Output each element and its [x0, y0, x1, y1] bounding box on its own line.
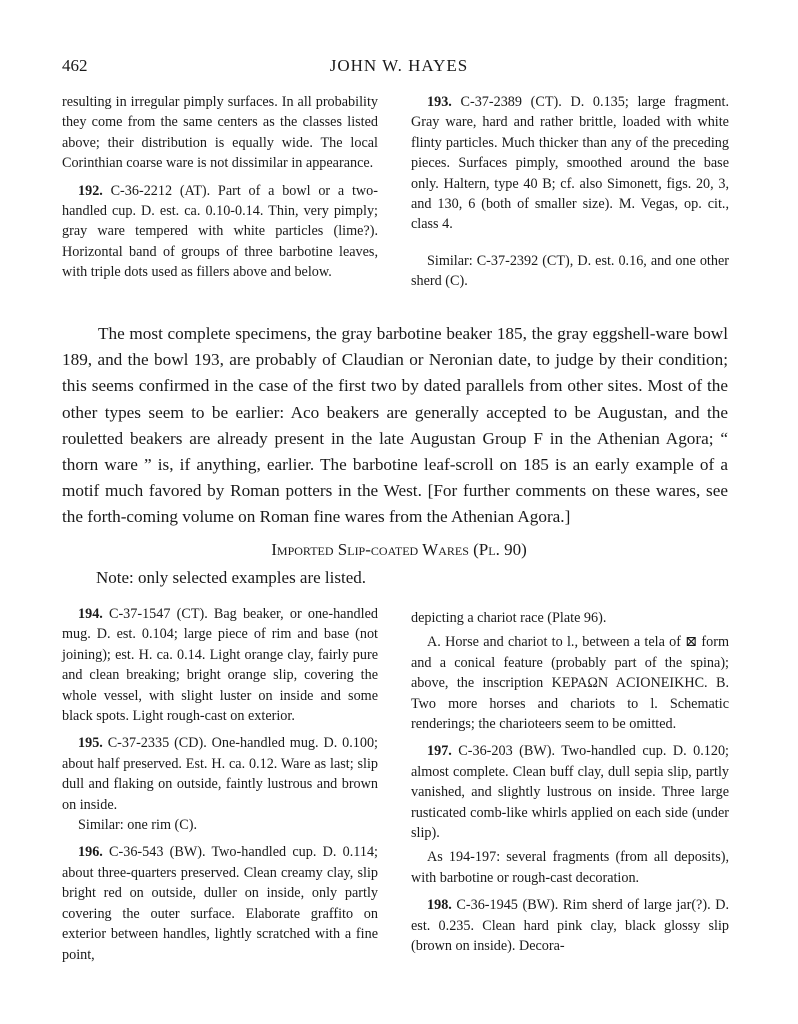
- entry-number: 194.: [78, 606, 103, 622]
- entry-text: C-37-2335 (CD). One-handled mug. D. 0.100; about half preserved. Est. H. ca. 0.12. Ware as last; slip dull and flaking on outside, faintly lustrous and brown on inside.: [62, 735, 378, 813]
- catalogue-entry-195: [62, 733, 378, 815]
- entry-text: C-36-203 (BW). Two-handled cup. D. 0.120; almost complete. Clean buff clay, dull sepia slip, partly vanished, and slightly lustrous on inside. Three large rusticated comb-like whirls applied on each side (under slip).: [411, 743, 729, 842]
- running-head: JOHN W. HAYES: [329, 56, 469, 75]
- left-column-bottom: [62, 604, 378, 965]
- section-heading: Imported Slip-coated Wares (Pl. 90): [271, 540, 527, 559]
- entry-text: C-37-1547 (CT). Bag beaker, or one-handled mug. D. est. 0.104; large piece of rim and base (not joining); est. H. ca. 0.14. Light orange clay, fairly pure and clean breaking; bright orange slip, covering the whole vessel, with slight luster on inside and some black spots. Light rough-cast on exterior.: [62, 606, 378, 725]
- entry-number: 193.: [427, 94, 452, 110]
- entry-number: 197.: [427, 743, 452, 760]
- main-paragraph: The most complete specimens, the gray barbotine beaker 185, the gray eggshell-ware bowl 189, and the bowl 193, are probably of Claudian or Neronian date, to judge by their condition; this seems confirmed in the case of the first two by dated parallels from other sites. Most of the other types seem to be earlier: Aco beakers are generally accepted to be Augustan, and the rouletted beakers are already present in the late Augustan Group F in the Athenian Agora; “ thorn ware ” is, if anything, earlier. The barbotine leaf-scroll on 185 is an early example of a motif much favored by Roman potters in the West. [For further comments on these wares, see the forth-coming volume on Roman fine wares from the Athenian Agora.]: [62, 324, 728, 527]
- continuation-line: depicting a chariot race (Plate 96).: [411, 610, 607, 626]
- entry-number: 195.: [78, 735, 103, 752]
- catalogue-entry-194: [62, 604, 378, 726]
- left-column-top: [62, 92, 378, 283]
- graffito-description: A. Horse and chariot to l., between a tela of ⊠ form and a conical feature (probably part of the spina); above, the inscription ΚΕΡΑΩΝ ΑCΙΟΝΕΙΚΗC. B. Two more horses and chariots to l. Schematic renderings; the charioteers seem to be omitted.: [411, 634, 729, 733]
- section-note: Note: only selected examples are listed.: [96, 568, 367, 587]
- entry-number: 198.: [427, 897, 452, 914]
- catalogue-entry-192: [62, 181, 378, 283]
- catalogue-entry-196: [62, 842, 378, 964]
- page-number: 462: [62, 56, 88, 75]
- similar-note: Similar: one rim (C).: [78, 817, 198, 834]
- paragraph: resulting in irregular pimply surfaces. In all probability they come from the same centers as the classes listed above; their distribution is equally wide. The local Corinthian coarse ware is not dissimilar in appearance.: [62, 94, 378, 172]
- entry-number: 192.: [78, 182, 103, 199]
- fragments-note: As 194-197: several fragments (from all deposits), with barbotine or rough-cast decoration.: [411, 849, 729, 886]
- similar-note: Similar: C-37-2392 (CT), D. est. 0.16, and one other sherd (C).: [411, 252, 729, 290]
- entry-number: 196.: [78, 844, 103, 861]
- entry-text: C-37-2389 (CT). D. 0.135; large fragment. Gray ware, hard and rather brittle, loaded with white flinty particles. Much thicker than any of the preceding pieces. Surfaces pimply, smoothed around the base only. Haltern, type 40 B; cf. also Simonett, figs. 20, 3, and 130, 6 (both of smaller size). M. Vegas, op. cit., class 4.: [411, 94, 729, 233]
- entry-text: C-36-543 (BW). Two-handled cup. D. 0.114; about three-quarters preserved. Clean creamy clay, slip bright red on outside, duller on inside, only partly covering the outer surface. Elaborate graffito on exterior between handles, lightly scratched with a fine point,: [62, 844, 378, 963]
- catalogue-entry-197: [411, 741, 729, 843]
- catalogue-entry-198: [411, 895, 729, 956]
- entry-text: C-36-2212 (AT). Part of a bowl or a two-handled cup. D. est. ca. 0.10-0.14. Thin, very pimply; gray ware tempered with white particles (lime?). Horizontal band of groups of three barbotine leaves, with triple dots used as fillers above and below.: [62, 182, 378, 281]
- catalogue-entry-193: [411, 92, 729, 235]
- right-column-bottom: [411, 608, 729, 957]
- right-column-top: [411, 92, 729, 292]
- entry-text: C-36-1945 (BW). Rim sherd of large jar(?). D. est. 0.235. Clean hard pink clay, black glossy slip (brown on inside). Decora-: [411, 897, 729, 955]
